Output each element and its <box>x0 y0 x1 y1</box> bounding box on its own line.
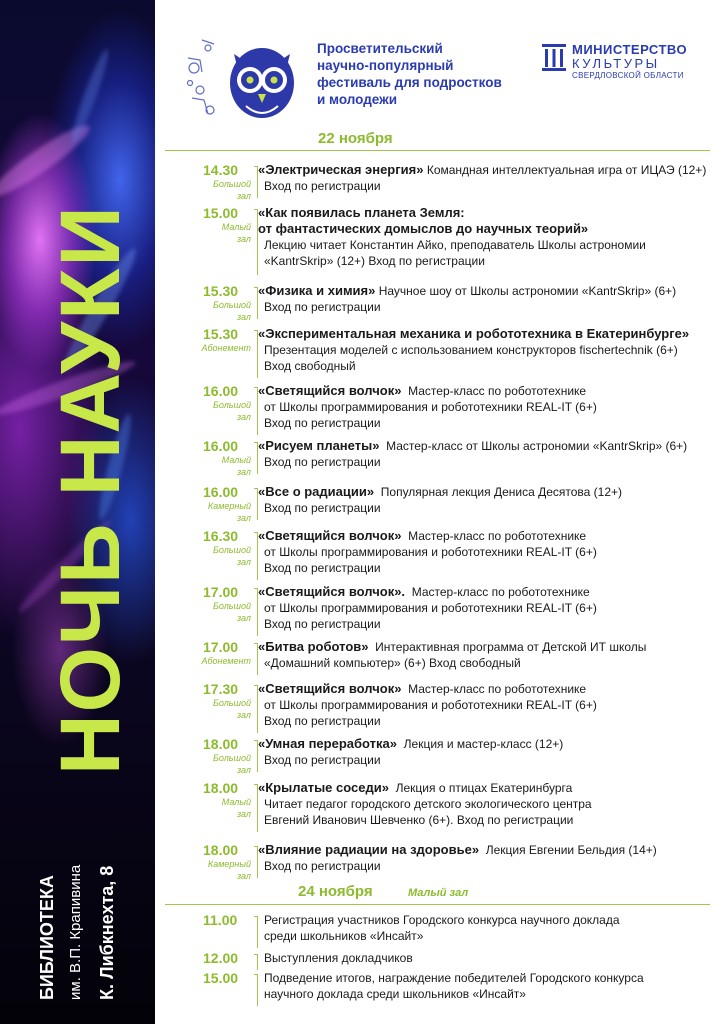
event-line: Вход по регистрации <box>264 714 381 728</box>
event-time: 16.30 <box>203 528 239 544</box>
event-content <box>258 162 706 194</box>
event-content <box>258 383 597 431</box>
event-content <box>258 283 676 315</box>
event-title: «Как появилась планета Земля: <box>258 205 465 220</box>
event-hall: Абонемент <box>201 656 251 666</box>
library-label: БИБЛИОТЕКА <box>37 875 57 1000</box>
event-title: «Экспериментальная механика и робототехника в Екатеринбурге» <box>258 326 690 341</box>
festival-title-line: Просветительский <box>317 41 443 56</box>
event-title: «Умная переработка» <box>258 736 397 751</box>
event-line: Подведение итогов, награждение победителей Городского конкурса <box>264 971 644 985</box>
event-time: 16.00 <box>203 484 239 500</box>
event-hall: Камерный зал <box>207 501 251 523</box>
event-line: «KantrSkrip» (12+) Вход по регистрации <box>264 254 485 268</box>
side-banner <box>0 0 155 1024</box>
event-hall: Малый зал <box>221 222 251 244</box>
event-hall: Большой зал <box>213 753 251 775</box>
festival-title-line: и молодежи <box>317 92 398 107</box>
event-line: от Школы программирования и робототехники REAL-IT (6+) <box>264 400 597 414</box>
banner-title: НОЧЬ НАУКИ <box>43 204 137 775</box>
event-desc: Научное шоу от Школы астрономии «KantrSkrip» (6+) <box>378 284 677 298</box>
event-desc: Мастер-класс по робототехнике <box>411 585 590 599</box>
event-time: 16.00 <box>203 438 239 454</box>
event-content <box>258 528 597 576</box>
event-hall: Большой зал <box>213 300 251 322</box>
event-title: «Светящийся волчок». <box>258 584 406 599</box>
event-content <box>258 842 657 874</box>
event-line: Вход по регистрации <box>264 617 381 631</box>
day2-hall: Малый зал <box>408 887 469 899</box>
event-content <box>258 205 646 269</box>
event-title: «Светящийся волчок» <box>258 383 402 398</box>
event-line: Евгений Иванович Шевченко (6+). Вход по регистрации <box>264 813 574 827</box>
event-line: научного доклада среди школьников «Инсайт» <box>264 987 526 1001</box>
event-title: «Крылатые соседи» <box>258 780 389 795</box>
event-time: 15.30 <box>203 326 239 342</box>
event-line: Вход по регистрации <box>264 561 381 575</box>
event-line: Вход свободный <box>264 359 356 373</box>
event-hall: Абонемент <box>201 343 251 353</box>
event-title: «Битва роботов» <box>258 639 369 654</box>
event-desc: Лекция и мастер-класс (12+) <box>403 737 564 751</box>
owl-logo <box>180 28 310 128</box>
ministry-line2: КУЛЬТУРЫ <box>572 56 660 71</box>
event-title: «Рисуем планеты» <box>258 438 380 453</box>
event-desc: Популярная лекция Дениса Десятова (12+) <box>380 485 623 499</box>
event-content <box>258 736 563 768</box>
ministry-line1: МИНИСТЕРСТВО <box>572 42 688 57</box>
event-line: Вход по регистрации <box>264 300 381 314</box>
event-time: 14.30 <box>203 162 239 178</box>
event-desc: Мастер-класс по робототехнике <box>408 529 587 543</box>
ministry-line3: СВЕРДЛОВСКОЙ ОБЛАСТИ <box>572 71 684 80</box>
date-heading-day2: 24 ноября <box>298 883 373 900</box>
event-content <box>258 584 597 632</box>
event-title: «Светящийся волчок» <box>258 528 402 543</box>
event-line: Вход по регистрации <box>264 455 381 469</box>
event-content <box>258 780 592 828</box>
event-line: Лекцию читает Константин Айко, преподаватель Школы астрономии <box>264 238 646 252</box>
event-content <box>258 912 620 944</box>
event-title: «Электрическая энергия» <box>258 162 424 177</box>
library-name: им. В.П. Крапивина <box>67 864 84 1000</box>
event-hall: Большой зал <box>213 698 251 720</box>
event-hall: Малый зал <box>221 455 251 477</box>
event-line: от Школы программирования и робототехники REAL-IT (6+) <box>264 601 597 615</box>
event-line: Презентация моделей с использованием конструкторов fischertechnik (6+) <box>264 343 678 357</box>
event-line: среди школьников «Инсайт» <box>264 929 424 943</box>
event-title: «Все о радиации» <box>258 484 375 499</box>
event-title: от фантастических домыслов до научных теорий» <box>258 221 589 236</box>
festival-title-line: фестиваль для подростков <box>317 75 502 90</box>
event-desc: Мастер-класс от Школы астрономии «KantrSkrip» (6+) <box>386 439 688 453</box>
event-time: 11.00 <box>203 912 238 928</box>
event-line: Вход по регистрации <box>264 416 381 430</box>
event-time: 18.00 <box>203 842 239 858</box>
event-title: «Светящийся волчок» <box>258 681 402 696</box>
event-content <box>258 950 413 966</box>
event-time: 17.00 <box>203 584 239 600</box>
event-line: Вход по регистрации <box>264 859 381 873</box>
event-content <box>258 681 597 729</box>
divider <box>165 904 710 905</box>
event-hall: Большой зал <box>213 601 251 623</box>
event-line: Вход по регистрации <box>264 753 381 767</box>
event-title: «Физика и химия» <box>258 283 376 298</box>
event-line: Вход по регистрации <box>264 179 381 193</box>
library-address: К. Либкнехта, 8 <box>97 865 117 1000</box>
event-desc: Лекция Евгении Бельдия (14+) <box>485 843 657 857</box>
event-desc: Лекция о птицах Екатеринбурга <box>395 781 573 795</box>
event-time: 17.30 <box>203 681 239 697</box>
event-desc: Мастер-класс по робототехнике <box>408 384 587 398</box>
event-hall: Камерный зал <box>207 859 251 881</box>
event-time: 18.00 <box>203 736 239 752</box>
festival-title-line: научно-популярный <box>317 58 454 73</box>
divider <box>165 150 710 151</box>
event-content <box>258 484 622 516</box>
event-time: 15.00 <box>203 205 239 221</box>
event-time: 12.00 <box>203 950 239 966</box>
event-time: 16.00 <box>203 383 239 399</box>
event-time: 18.00 <box>203 780 239 796</box>
event-content <box>258 639 646 671</box>
event-time: 17.00 <box>203 639 239 655</box>
date-heading-day1: 22 ноября <box>318 130 393 147</box>
event-content <box>258 326 689 374</box>
event-line: «Домашний компьютер» (6+) Вход свободный <box>264 656 521 670</box>
event-content <box>258 970 644 1002</box>
columns-icon <box>540 40 568 76</box>
event-hall: Большой зал <box>213 179 251 201</box>
event-line: Выступления докладчиков <box>264 951 413 965</box>
event-hall: Большой зал <box>213 545 251 567</box>
event-line: Регистрация участников Городского конкурса научного доклада <box>264 913 620 927</box>
event-line: Вход по регистрации <box>264 501 381 515</box>
event-desc: Мастер-класс по робототехнике <box>408 682 587 696</box>
event-hall: Большой зал <box>213 400 251 422</box>
event-line: Читает педагог городского детского экологического центра <box>264 797 592 811</box>
event-line: от Школы программирования и робототехники REAL-IT (6+) <box>264 698 597 712</box>
festival-title <box>317 40 527 108</box>
event-desc: Интерактивная программа от Детской ИТ школы <box>375 640 647 654</box>
event-content <box>258 438 687 470</box>
event-title: «Влияние радиации на здоровье» <box>258 842 480 857</box>
event-desc: Командная интеллектуальная игра от ИЦАЭ (12+) <box>426 163 707 177</box>
event-time: 15.30 <box>203 283 239 299</box>
event-hall: Малый зал <box>221 797 251 819</box>
event-time: 15.00 <box>203 970 239 986</box>
event-line: от Школы программирования и робототехники REAL-IT (6+) <box>264 545 597 559</box>
